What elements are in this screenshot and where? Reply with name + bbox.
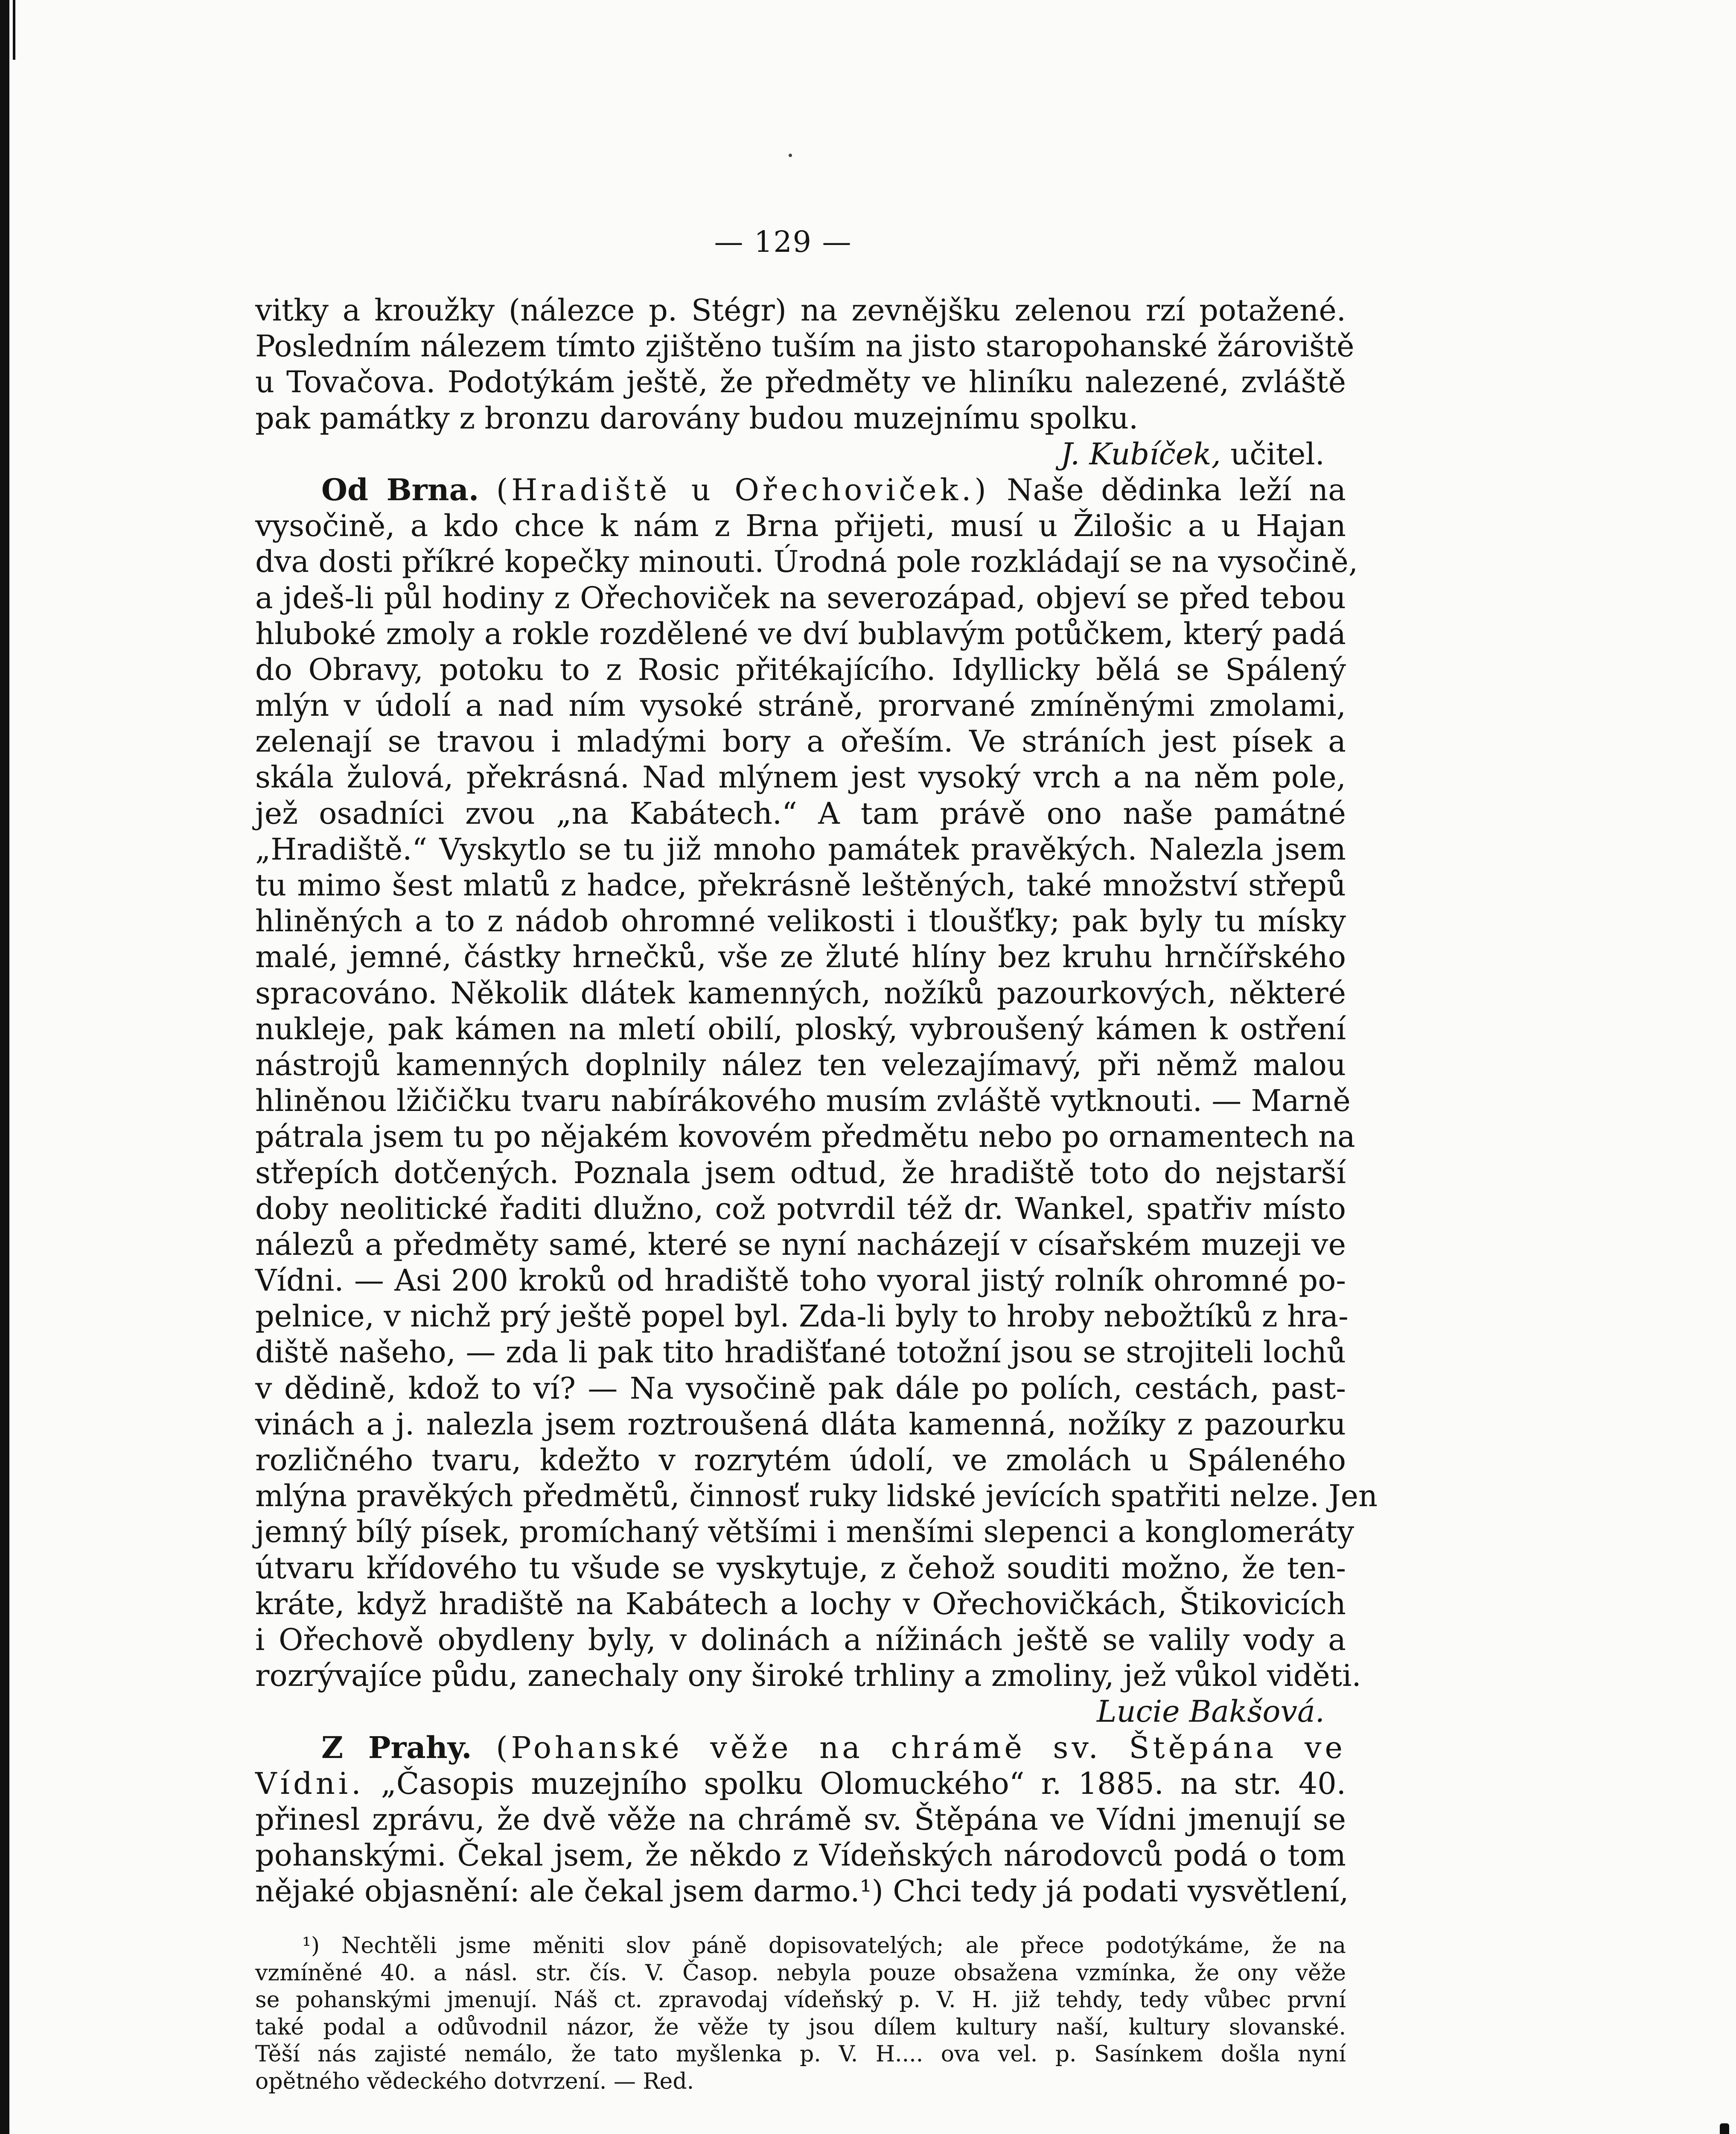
- section-heading: Z Prahy.: [321, 1729, 472, 1765]
- text-line: spracováno. Několik dlátek kamenných, nožíků pazourkových, některé: [255, 975, 1346, 1011]
- text-fragment: Naše dědinka leží na: [1007, 472, 1346, 507]
- text-line: u Tovačova. Podotýkám ještě, že předměty ve hliníku nalezené, zvláště: [255, 364, 1346, 400]
- text-line: kráte, když hradiště na Kabátech a lochy v Ořechovičkách, Štikovicích: [255, 1586, 1346, 1621]
- section-title: (Pohanské věže na chrámě sv. Štěpána ve: [496, 1730, 1346, 1765]
- text-line: doby neolitické řaditi dlužno, což potvrdil též dr. Wankel, spatřiv místo: [255, 1191, 1346, 1226]
- text-line: Posledním nálezem tímto zjištěno tuším na jisto staropohanské žároviště: [255, 329, 1354, 364]
- text-line: tu mimo šest mlatů z hadce, překrásně leštěných, také množství střepů: [255, 868, 1346, 903]
- text-line: jemný bílý písek, promíchaný většími i menšími slepenci a konglomeráty: [255, 1514, 1354, 1550]
- page-number: — 129 —: [714, 225, 852, 259]
- scan-border-mark: [13, 0, 15, 60]
- text-line: nějaké objasnění: ale čekal jsem darmo.¹) Chci tedy já podati vysvětlení,: [255, 1874, 1349, 1909]
- text-line: nálezů a předměty samé, které se nyní nacházejí v císařském muzeji ve: [255, 1227, 1346, 1262]
- text-line: rozrývajíce půdu, zanechaly ony široké trhliny a zmoliny, jež vůkol viděti.: [255, 1658, 1361, 1694]
- text-line: zelenají se travou i mladými bory a ořeším. Ve stráních jest písek a: [255, 724, 1346, 759]
- section-heading-line: [255, 1730, 1346, 1766]
- section-title-end: Vídni.: [255, 1766, 364, 1801]
- scan-speck: [789, 154, 792, 157]
- text-line: vitky a kroužky (nálezce p. Stégr) na zevnějšku zelenou rzí potažené.: [255, 293, 1346, 328]
- footnote-line: ¹) Nechtěli jsme měniti slov páně dopisovatelých; ale přece podotýkáme, že na: [302, 1933, 1346, 1959]
- text-line: dva dosti příkré kopečky minouti. Úrodná pole rozkládají se na vysočině,: [255, 544, 1358, 580]
- text-line: pátrala jsem tu po nějakém kovovém předmětu nebo po ornamentech na: [255, 1119, 1355, 1154]
- text-line: rozličného tvaru, kdežto v rozrytém údolí, ve zmolách u Spáleného: [255, 1443, 1346, 1478]
- body-text: [255, 292, 1378, 1909]
- text-line: jež osadníci zvou „na Kabátech.“ A tam právě ono naše památné: [255, 796, 1346, 831]
- text-line: v dědině, kdož to ví? — Na vysočině pak dále po polích, cestách, past-: [255, 1370, 1346, 1406]
- text-line: „Hradiště.“ Vyskytlo se tu již mnoho památek pravěkých. Nalezla jsem: [255, 831, 1346, 867]
- text-line: nukleje, pak kámen na mletí obilí, ploský, vybroušený kámen k ostření: [255, 1011, 1346, 1047]
- signature-kubicek: [255, 436, 1346, 472]
- scan-edge-mark: [1720, 2123, 1729, 2134]
- footnote-line: opětného vědeckého dotvrzení. — Red.: [255, 2068, 694, 2094]
- text-line: Vídni. — Asi 200 kroků od hradiště toho vyoral jistý rolník ohromné po-: [255, 1263, 1346, 1298]
- signature-name: J. Kubíček,: [1060, 436, 1221, 472]
- text-line: i Ořechově obydleny byly, v dolinách a nížinách ještě se valily vody a: [255, 1622, 1346, 1657]
- text-line: do Obravy, potoku to z Rosic přitékajícího. Idyllicky bělá se Spálený: [255, 652, 1346, 687]
- text-line: pak památky z bronzu darovány budou muzejnímu spolku.: [255, 400, 1139, 436]
- footnote-line: Těší nás zajisté nemálo, že tato myšlenka p. V. H.... ova vel. p. Sasínkem došla nyní: [255, 2041, 1346, 2067]
- section-heading: Od Brna.: [321, 472, 479, 507]
- text-line: přinesl zprávu, že dvě věže na chrámě sv. Štěpána ve Vídni jmenují se: [255, 1802, 1346, 1837]
- text-fragment: „Časopis muzejního spolku Olomuckého“ r. 1885. na str. 40.: [381, 1766, 1346, 1801]
- text-line: hliněnou lžičičku tvaru nabírákového musím zvláště vytknouti. — Marně: [255, 1083, 1351, 1119]
- signature-title: učitel.: [1230, 436, 1325, 472]
- text-line: skála žulová, překrásná. Nad mlýnem jest vysoký vrch a na něm pole,: [255, 760, 1346, 795]
- text-line: diště našeho, — zda li pak tito hradišťané totožní jsou se strojiteli lochů: [255, 1335, 1346, 1370]
- text-line: hluboké zmoly a rokle rozdělené ve dví bublavým potůčkem, který padá: [255, 616, 1346, 651]
- text-line: malé, jemné, částky hrnečků, vše ze žluté hlíny bez kruhu hrnčířského: [255, 939, 1346, 975]
- footnote-line: vzmíněné 40. a násl. str. čís. V. Časop. nebyla pouze obsažena vzmínka, že ony věže: [255, 1960, 1346, 1986]
- text-line: mlýna pravěkých předmětů, činnosť ruky lidské jevících spatřiti nelze. Jen: [255, 1478, 1378, 1514]
- text-line: a jdeš-li půl hodiny z Ořechoviček na severozápad, objeví se před tebou: [255, 580, 1346, 615]
- scan-border: [0, 0, 9, 2134]
- text-line: útvaru křídového tu všude se vyskytuje, z čehož souditi možno, že ten-: [255, 1550, 1346, 1586]
- text-line: nástrojů kamenných doplnily nález ten velezajímavý, při němž malou: [255, 1047, 1346, 1082]
- text-line: vinách a j. nalezla jsem roztroušená dláta kamenná, nožíky z pazourku: [255, 1406, 1346, 1442]
- text-line: mlýn v údolí a nad ním vysoké stráně, prorvané zmíněnými zmolami,: [255, 688, 1346, 723]
- section-heading-line: [255, 472, 1346, 508]
- footnote-line: také podal a odůvodnil názor, že věže ty jsou dílem kultury naší, kultury slovanské.: [255, 2014, 1346, 2040]
- footnotes: [255, 1933, 1346, 2095]
- text-line: pelnice, v nichž prý ještě popel byl. Zda-li byly to hroby nebožtíků z hra-: [255, 1299, 1349, 1334]
- text-line: hliněných a to z nádob ohromné velikosti i tloušťky; pak byly tu mísky: [255, 904, 1346, 939]
- section-title-line: [255, 1766, 1346, 1802]
- text-line: střepích dotčených. Poznala jsem odtud, že hradiště toto do nejstarší: [255, 1155, 1346, 1190]
- text-line: pohanskými. Čekal jsem, že někdo z Vídeňských národovců podá o tom: [255, 1838, 1346, 1873]
- text-line: vysočině, a kdo chce k nám z Brna přijeti, musí u Žilošic a u Hajan: [255, 508, 1346, 544]
- footnote-line: se pohanskými jmenují. Náš ct. zpravodaj vídeňský p. V. H. již tehdy, tedy vůbec první: [255, 1987, 1346, 2013]
- section-place: (Hradiště u Ořechoviček.): [496, 472, 990, 507]
- signature-baksova: Lucie Bakšová.: [1096, 1694, 1325, 1729]
